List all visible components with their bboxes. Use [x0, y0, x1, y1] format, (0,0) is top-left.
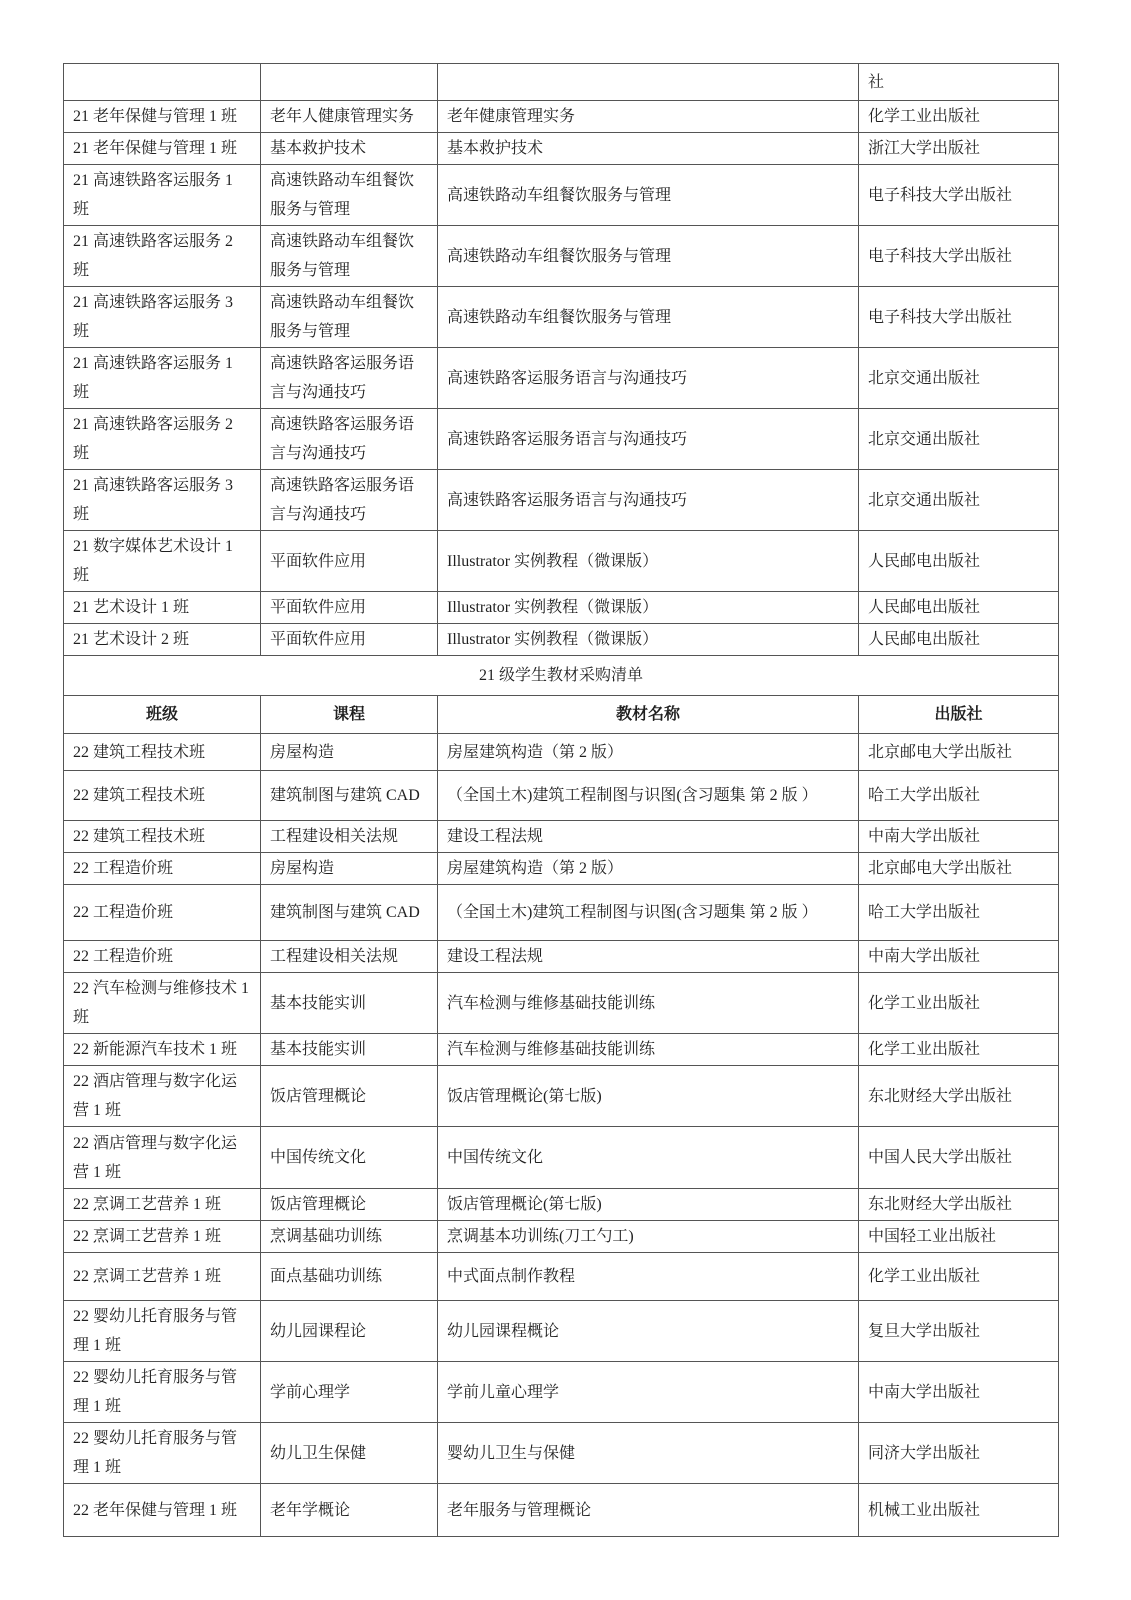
- class-cell: 22 工程造价班: [64, 941, 261, 973]
- table-row: [64, 885, 1059, 941]
- textbook-cell: Illustrator 实例教程（微课版）: [438, 592, 859, 624]
- class-cell: 22 汽车检测与维修技术 1 班: [64, 973, 261, 1034]
- class-cell: 21 高速铁路客运服务 1 班: [64, 348, 261, 409]
- table-row: [64, 973, 1059, 1034]
- publisher-cell: 复旦大学出版社: [859, 1301, 1059, 1362]
- class-cell: 21 高速铁路客运服务 3 班: [64, 470, 261, 531]
- class-cell: 21 老年保健与管理 1 班: [64, 101, 261, 133]
- course-cell: 基本救护技术: [261, 133, 438, 165]
- course-cell: 建筑制图与建筑 CAD: [261, 771, 438, 821]
- table-row: [64, 1484, 1059, 1537]
- textbook-cell: 高速铁路动车组餐饮服务与管理: [438, 226, 859, 287]
- class-cell: 22 老年保健与管理 1 班: [64, 1484, 261, 1537]
- textbook-cell: 老年服务与管理概论: [438, 1484, 859, 1537]
- publisher-cell: 机械工业出版社: [859, 1484, 1059, 1537]
- course-cell: 幼儿卫生保健: [261, 1423, 438, 1484]
- course-cell: 老年学概论: [261, 1484, 438, 1537]
- publisher-cell: 同济大学出版社: [859, 1423, 1059, 1484]
- course-cell: 工程建设相关法规: [261, 821, 438, 853]
- textbook-cell: [438, 64, 859, 101]
- textbook-cell: 房屋建筑构造（第 2 版）: [438, 734, 859, 771]
- table-row: [64, 409, 1059, 470]
- class-cell: 21 高速铁路客运服务 2 班: [64, 409, 261, 470]
- table-row: [64, 1034, 1059, 1066]
- textbook-cell: 汽车检测与维修基础技能训练: [438, 973, 859, 1034]
- textbook-cell: Illustrator 实例教程（微课版）: [438, 624, 859, 656]
- publisher-cell: 中国人民大学出版社: [859, 1127, 1059, 1189]
- table-row: [64, 64, 1059, 101]
- class-cell: 22 婴幼儿托育服务与管理 1 班: [64, 1423, 261, 1484]
- class-cell: 22 建筑工程技术班: [64, 771, 261, 821]
- course-cell: 高速铁路动车组餐饮服务与管理: [261, 287, 438, 348]
- textbook-cell: 老年健康管理实务: [438, 101, 859, 133]
- course-cell: 学前心理学: [261, 1362, 438, 1423]
- publisher-cell: 中国轻工业出版社: [859, 1221, 1059, 1253]
- textbook-cell: 婴幼儿卫生与保健: [438, 1423, 859, 1484]
- class-cell: 22 酒店管理与数字化运营 1 班: [64, 1127, 261, 1189]
- class-cell: 21 老年保健与管理 1 班: [64, 133, 261, 165]
- header-textbook: 教材名称: [438, 696, 859, 734]
- textbook-cell: 饭店管理概论(第七版): [438, 1066, 859, 1127]
- table-row: [64, 771, 1059, 821]
- course-cell: 高速铁路动车组餐饮服务与管理: [261, 165, 438, 226]
- class-cell: 22 婴幼儿托育服务与管理 1 班: [64, 1362, 261, 1423]
- table-row: [64, 348, 1059, 409]
- table-row: [64, 1221, 1059, 1253]
- publisher-cell: 哈工大学出版社: [859, 771, 1059, 821]
- publisher-cell: 北京邮电大学出版社: [859, 853, 1059, 885]
- course-cell: 老年人健康管理实务: [261, 101, 438, 133]
- course-cell: 房屋构造: [261, 734, 438, 771]
- table-row: [64, 1189, 1059, 1221]
- publisher-cell: 化学工业出版社: [859, 973, 1059, 1034]
- course-cell: 基本技能实训: [261, 1034, 438, 1066]
- course-cell: 面点基础功训练: [261, 1253, 438, 1301]
- table-row: [64, 1127, 1059, 1189]
- textbook-cell: （全国土木)建筑工程制图与识图(含习题集 第 2 版 ）: [438, 771, 859, 821]
- textbook-cell: 中式面点制作教程: [438, 1253, 859, 1301]
- publisher-cell: 北京交通出版社: [859, 348, 1059, 409]
- table-row: [64, 1253, 1059, 1301]
- textbook-cell: 高速铁路客运服务语言与沟通技巧: [438, 470, 859, 531]
- class-cell: 22 建筑工程技术班: [64, 821, 261, 853]
- rows-section-22: [64, 734, 1059, 1537]
- class-cell: 22 烹调工艺营养 1 班: [64, 1253, 261, 1301]
- class-cell: 22 新能源汽车技术 1 班: [64, 1034, 261, 1066]
- publisher-cell: 东北财经大学出版社: [859, 1066, 1059, 1127]
- class-cell: 22 烹调工艺营养 1 班: [64, 1221, 261, 1253]
- class-cell: 22 婴幼儿托育服务与管理 1 班: [64, 1301, 261, 1362]
- section-title-row: [64, 656, 1059, 696]
- class-cell: 22 工程造价班: [64, 853, 261, 885]
- publisher-cell: 化学工业出版社: [859, 101, 1059, 133]
- table-row: [64, 470, 1059, 531]
- header-publisher: 出版社: [859, 696, 1059, 734]
- textbook-cell: 建设工程法规: [438, 821, 859, 853]
- course-cell: 饭店管理概论: [261, 1066, 438, 1127]
- publisher-cell: 电子科技大学出版社: [859, 287, 1059, 348]
- class-cell: 21 高速铁路客运服务 2 班: [64, 226, 261, 287]
- textbook-cell: 高速铁路动车组餐饮服务与管理: [438, 165, 859, 226]
- publisher-cell: 社: [859, 64, 1059, 101]
- publisher-cell: 人民邮电出版社: [859, 592, 1059, 624]
- table-row: [64, 821, 1059, 853]
- class-cell: 21 高速铁路客运服务 3 班: [64, 287, 261, 348]
- publisher-cell: 北京邮电大学出版社: [859, 734, 1059, 771]
- publisher-cell: 中南大学出版社: [859, 941, 1059, 973]
- publisher-cell: 化学工业出版社: [859, 1034, 1059, 1066]
- class-cell: 22 烹调工艺营养 1 班: [64, 1189, 261, 1221]
- table-row: [64, 592, 1059, 624]
- class-cell: 22 酒店管理与数字化运营 1 班: [64, 1066, 261, 1127]
- class-cell: 22 建筑工程技术班: [64, 734, 261, 771]
- table-header-row: [64, 696, 1059, 734]
- table-row: [64, 165, 1059, 226]
- textbook-cell: 中国传统文化: [438, 1127, 859, 1189]
- course-cell: [261, 64, 438, 101]
- table-row: [64, 101, 1059, 133]
- class-cell: 21 艺术设计 1 班: [64, 592, 261, 624]
- class-cell: [64, 64, 261, 101]
- rows-section-21: [64, 64, 1059, 656]
- course-cell: 高速铁路客运服务语言与沟通技巧: [261, 409, 438, 470]
- textbook-cell: 学前儿童心理学: [438, 1362, 859, 1423]
- publisher-cell: 浙江大学出版社: [859, 133, 1059, 165]
- header-class: 班级: [64, 696, 261, 734]
- publisher-cell: 人民邮电出版社: [859, 624, 1059, 656]
- textbook-cell: Illustrator 实例教程（微课版）: [438, 531, 859, 592]
- table-row: [64, 853, 1059, 885]
- header-course: 课程: [261, 696, 438, 734]
- textbook-cell: 高速铁路客运服务语言与沟通技巧: [438, 348, 859, 409]
- course-cell: 平面软件应用: [261, 531, 438, 592]
- publisher-cell: 北京交通出版社: [859, 470, 1059, 531]
- publisher-cell: 中南大学出版社: [859, 1362, 1059, 1423]
- course-cell: 基本技能实训: [261, 973, 438, 1034]
- class-cell: 21 数字媒体艺术设计 1 班: [64, 531, 261, 592]
- table-row: [64, 1066, 1059, 1127]
- publisher-cell: 中南大学出版社: [859, 821, 1059, 853]
- textbook-cell: （全国土木)建筑工程制图与识图(含习题集 第 2 版 ）: [438, 885, 859, 941]
- course-cell: 工程建设相关法规: [261, 941, 438, 973]
- publisher-cell: 人民邮电出版社: [859, 531, 1059, 592]
- publisher-cell: 电子科技大学出版社: [859, 226, 1059, 287]
- table-row: [64, 226, 1059, 287]
- table-row: [64, 1301, 1059, 1362]
- publisher-cell: 化学工业出版社: [859, 1253, 1059, 1301]
- table-row: [64, 1362, 1059, 1423]
- textbook-cell: 饭店管理概论(第七版): [438, 1189, 859, 1221]
- publisher-cell: 北京交通出版社: [859, 409, 1059, 470]
- textbook-cell: 高速铁路客运服务语言与沟通技巧: [438, 409, 859, 470]
- course-cell: 幼儿园课程论: [261, 1301, 438, 1362]
- course-cell: 饭店管理概论: [261, 1189, 438, 1221]
- textbook-cell: 烹调基本功训练(刀工勺工): [438, 1221, 859, 1253]
- class-cell: 21 高速铁路客运服务 1 班: [64, 165, 261, 226]
- textbook-purchase-table: [63, 63, 1059, 1537]
- section-title: 21 级学生教材采购清单: [64, 656, 1059, 696]
- course-cell: 平面软件应用: [261, 624, 438, 656]
- publisher-cell: 电子科技大学出版社: [859, 165, 1059, 226]
- publisher-cell: 哈工大学出版社: [859, 885, 1059, 941]
- course-cell: 高速铁路动车组餐饮服务与管理: [261, 226, 438, 287]
- table-row: [64, 624, 1059, 656]
- table-row: [64, 287, 1059, 348]
- class-cell: 21 艺术设计 2 班: [64, 624, 261, 656]
- course-cell: 房屋构造: [261, 853, 438, 885]
- publisher-cell: 东北财经大学出版社: [859, 1189, 1059, 1221]
- table-row: [64, 941, 1059, 973]
- course-cell: 平面软件应用: [261, 592, 438, 624]
- textbook-cell: 幼儿园课程概论: [438, 1301, 859, 1362]
- textbook-cell: 高速铁路动车组餐饮服务与管理: [438, 287, 859, 348]
- table-row: [64, 734, 1059, 771]
- table-row: [64, 1423, 1059, 1484]
- class-cell: 22 工程造价班: [64, 885, 261, 941]
- course-cell: 高速铁路客运服务语言与沟通技巧: [261, 348, 438, 409]
- course-cell: 烹调基础功训练: [261, 1221, 438, 1253]
- course-cell: 建筑制图与建筑 CAD: [261, 885, 438, 941]
- table-row: [64, 133, 1059, 165]
- textbook-cell: 房屋建筑构造（第 2 版）: [438, 853, 859, 885]
- table-row: [64, 531, 1059, 592]
- course-cell: 中国传统文化: [261, 1127, 438, 1189]
- course-cell: 高速铁路客运服务语言与沟通技巧: [261, 470, 438, 531]
- textbook-cell: 建设工程法规: [438, 941, 859, 973]
- textbook-cell: 汽车检测与维修基础技能训练: [438, 1034, 859, 1066]
- textbook-cell: 基本救护技术: [438, 133, 859, 165]
